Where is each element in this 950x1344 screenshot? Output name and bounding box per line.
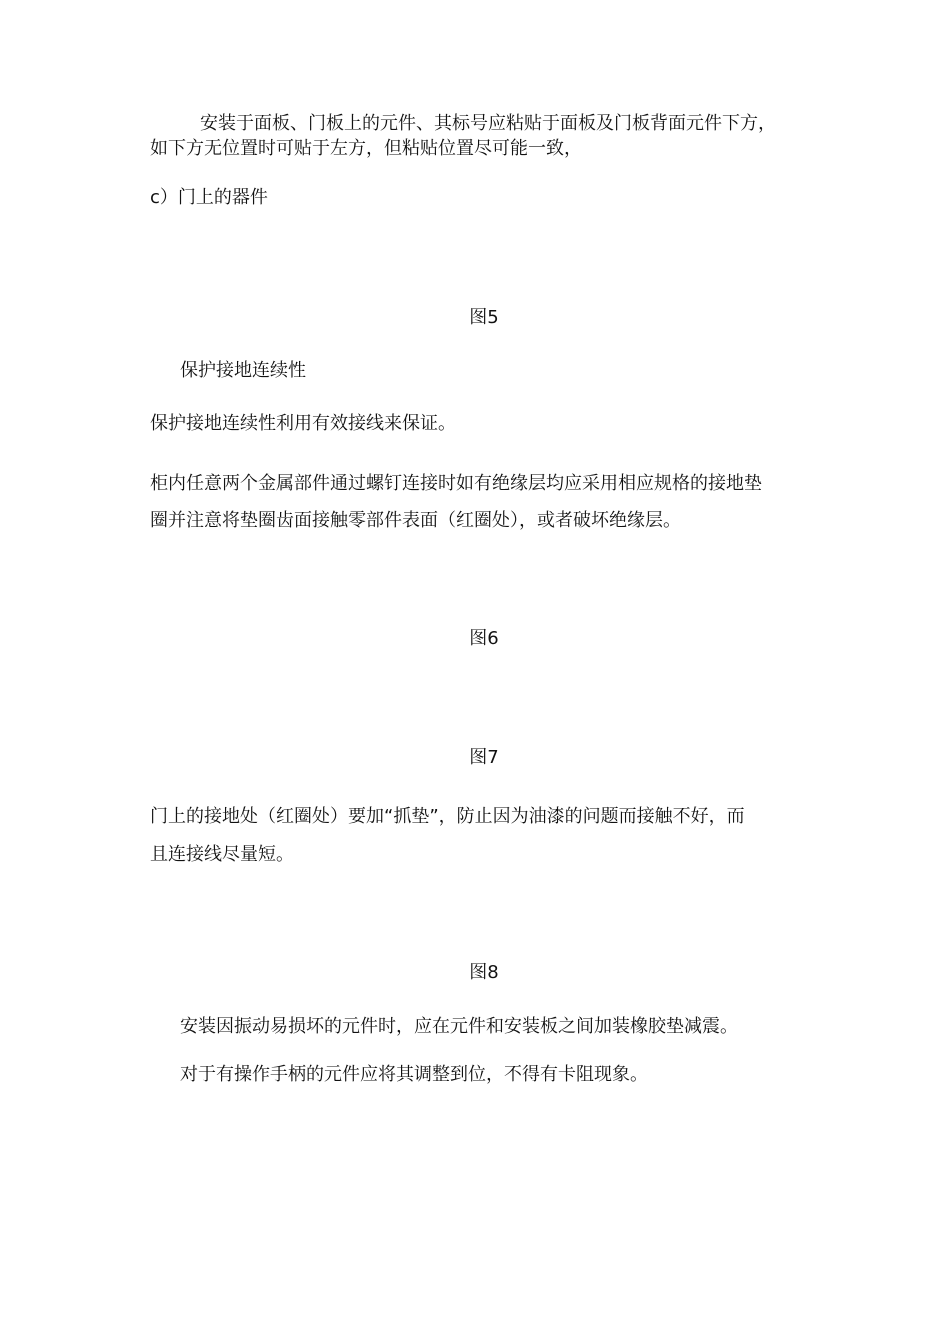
paragraph-ground-wiring: 保护接地连续性利用有效接线来保证。 [150,413,456,434]
paragraph-door-ground-line2: 且连接线尽量短。 [150,844,294,865]
figure-8-caption: 图8 [469,962,499,983]
paragraph-label-placement-line2: 如下方无位置时可贴于左方，但粘贴位置尽可能一致， [150,138,582,159]
paragraph-vibration-damping: 安装因振动易损坏的元件时，应在元件和安装板之间加装橡胶垫减震。 [180,1016,738,1037]
paragraph-ground-washer-line2: 圈并注意将垫圈齿面接触零部件表面（红圈处），或者破坏绝缘层。 [150,510,681,531]
paragraph-operating-handle: 对于有操作手柄的元件应将其调整到位，不得有卡阻现象。 [180,1064,648,1085]
paragraph-label-placement-line1: 安装于面板、门板上的元件、其标号应粘贴于面板及门板背面元件下方， [200,113,776,134]
figure-6-caption: 图6 [469,628,499,649]
item-c-door-devices: c）门上的器件 [150,187,268,208]
figure-5-caption: 图5 [469,307,499,328]
paragraph-door-ground-line1: 门上的接地处（红圈处）要加“抓垫”，防止因为油漆的问题而接触不好，而 [150,806,745,827]
figure-7-caption: 图7 [469,747,499,768]
paragraph-ground-washer-line1: 柜内任意两个金属部件通过螺钉连接时如有绝缘层均应采用相应规格的接地垫 [150,473,762,494]
section-title-ground-continuity: 保护接地连续性 [180,360,306,381]
